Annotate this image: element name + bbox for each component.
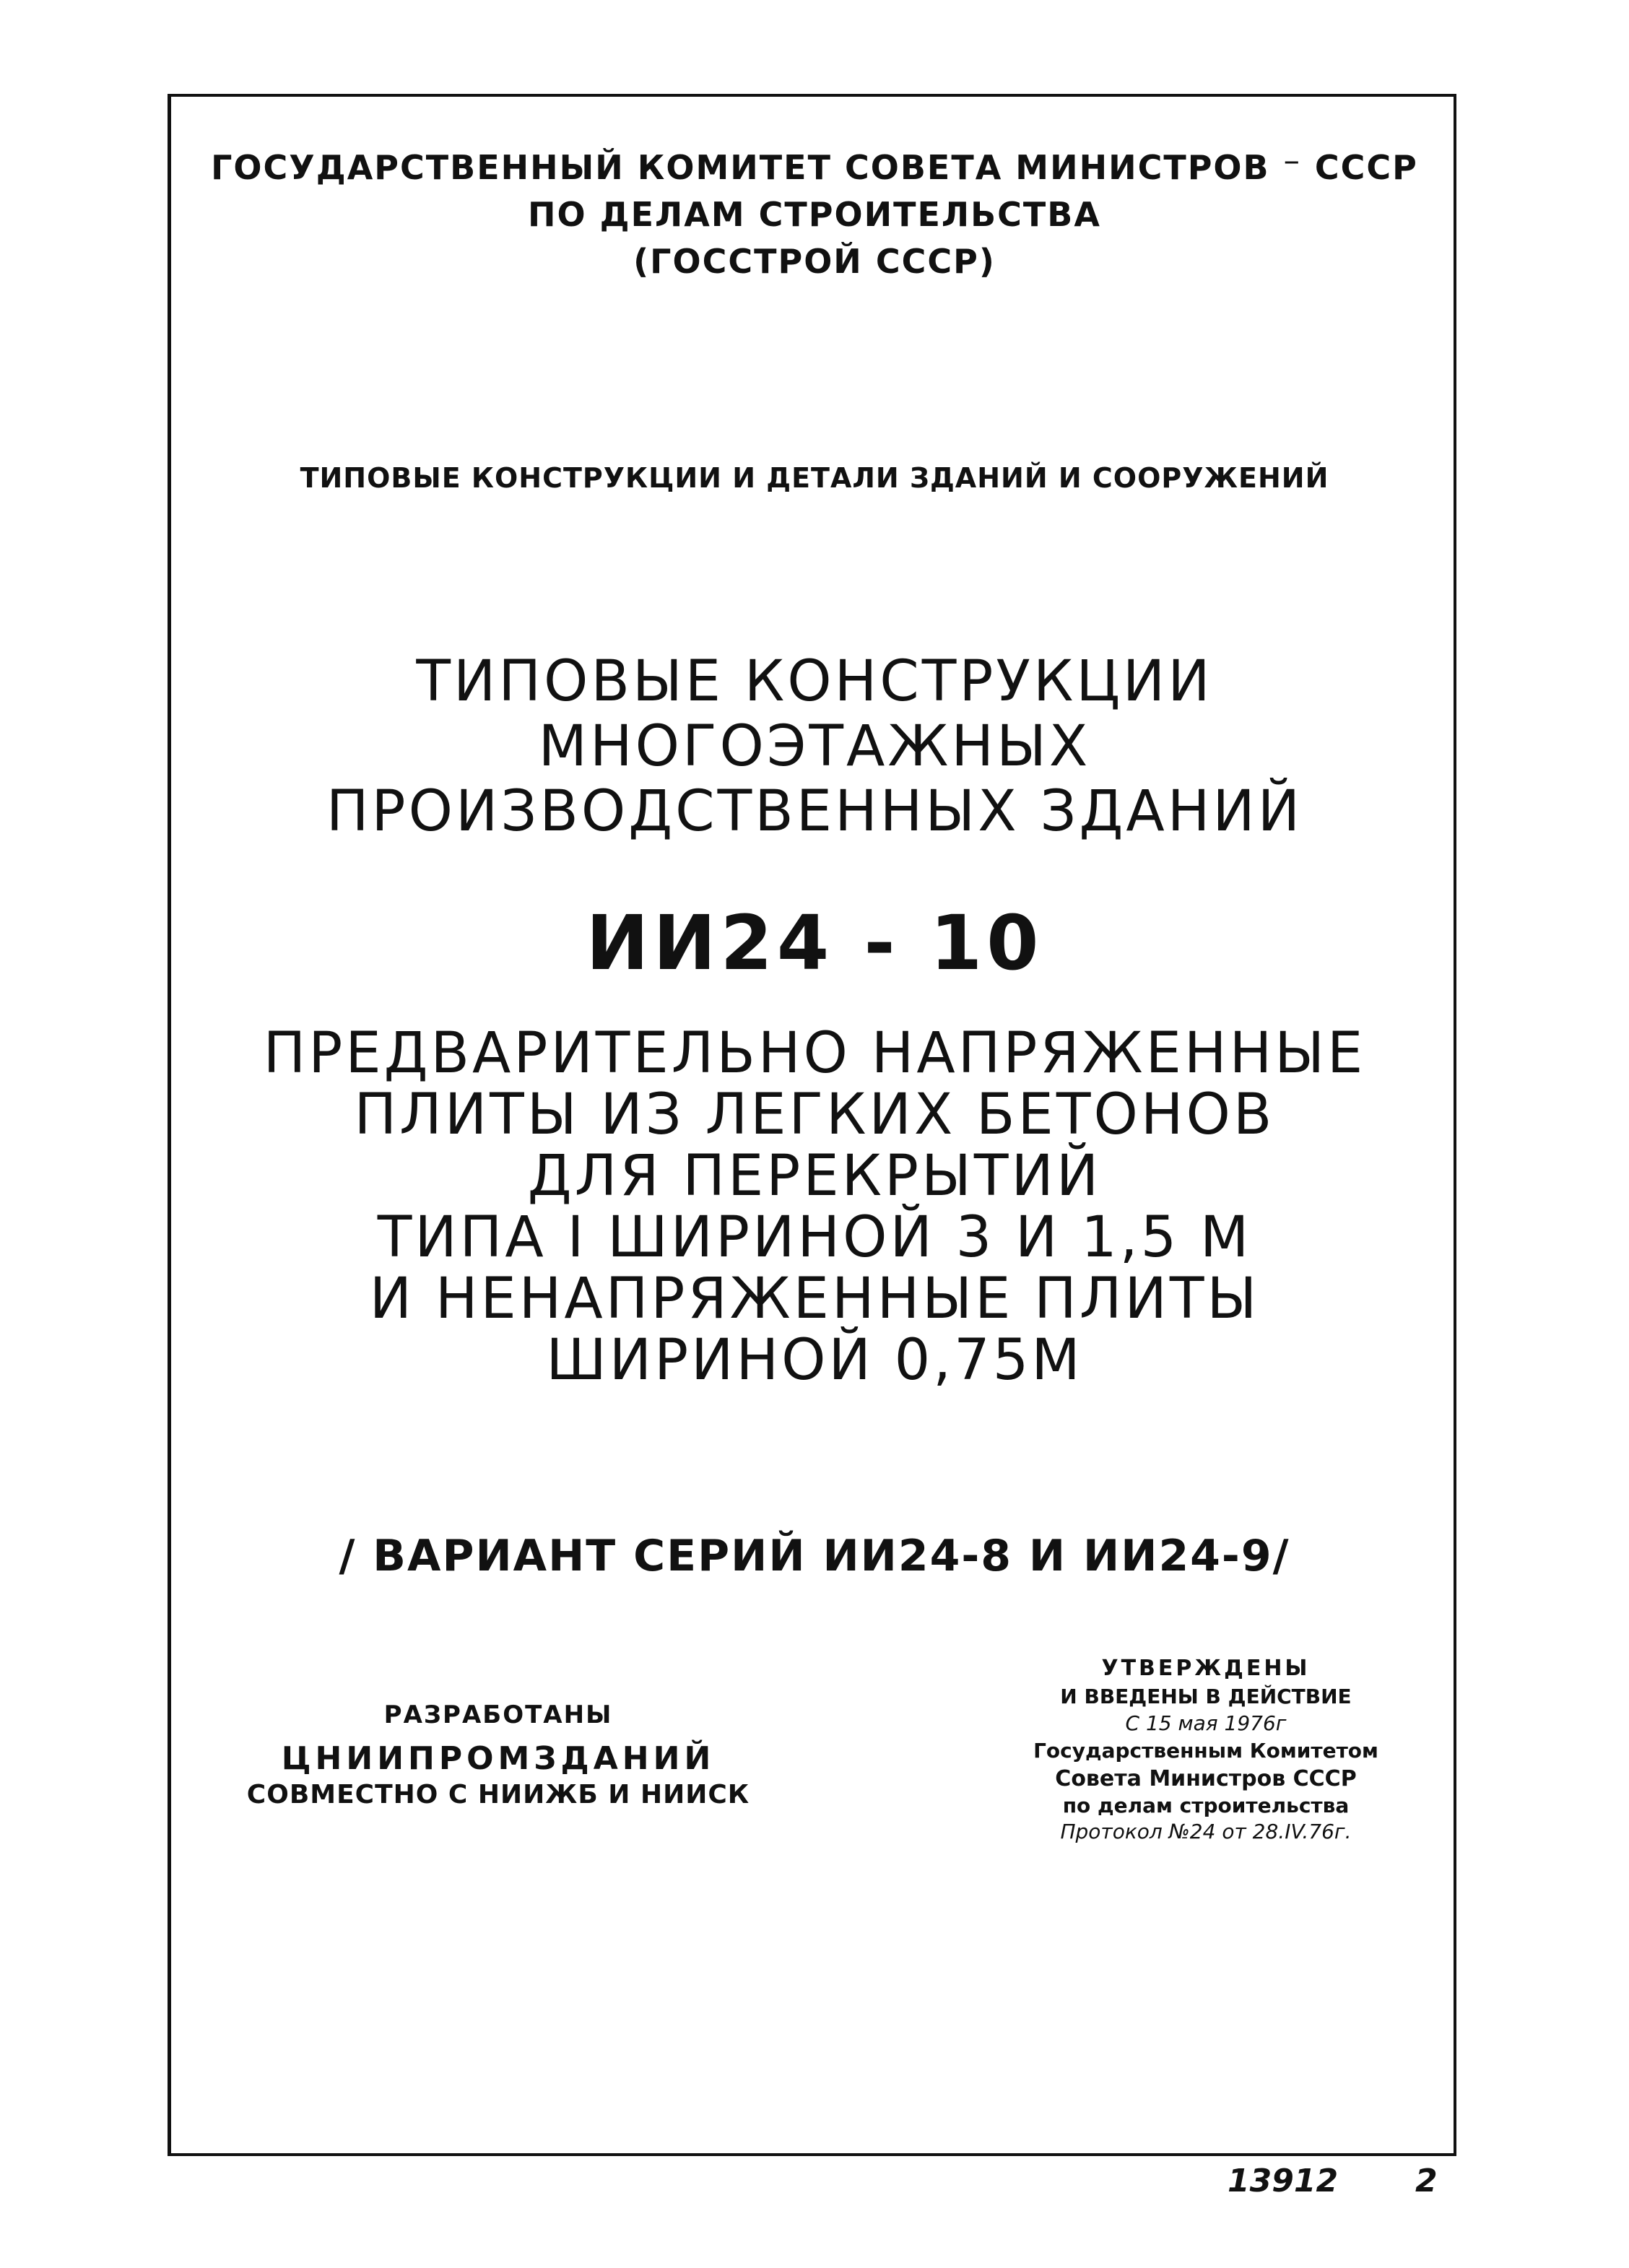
subtitle-line-1: ПРЕДВАРИТЕЛЬНО НАПРЯЖЕННЫЕ bbox=[263, 1021, 1366, 1086]
approved-line-1: УТВЕРЖДЕНЫ bbox=[1101, 1656, 1311, 1681]
approved-date bbox=[975, 1713, 1437, 1734]
subtitle-line-5: И НЕНАПРЯЖЕННЫЕ ПЛИТЫ bbox=[369, 1266, 1260, 1331]
variant-note: / ВАРИАНТ СЕРИЙ ИИ24-8 И ИИ24-9/ bbox=[339, 1531, 1290, 1581]
doc-number: 13912 bbox=[1228, 2163, 1339, 2199]
page-number: 2 bbox=[1415, 2163, 1438, 2199]
main-title-line-2: МНОГОЭТАЖНЫХ bbox=[538, 714, 1091, 779]
approved-date-text: С 15 мая 1976г bbox=[1125, 1711, 1287, 1735]
subtitle-line-3: ДЛЯ ПЕРЕКРЫТИЙ bbox=[527, 1144, 1102, 1209]
main-title-line-1: ТИПОВЫЕ КОНСТРУКЦИИ bbox=[416, 649, 1213, 714]
approved-protocol bbox=[975, 1821, 1437, 1842]
approved-line-5: Совета Министров СССР bbox=[1055, 1766, 1357, 1791]
approved-line-4: Государственным Комитетом bbox=[1033, 1739, 1378, 1763]
series-code: ИИ24 - 10 bbox=[586, 899, 1043, 987]
developer-org: ЦНИИПРОМЗДАНИЙ bbox=[281, 1740, 716, 1777]
subtitle-line-2: ПЛИТЫ ИЗ ЛЕГКИХ БЕТОНОВ bbox=[354, 1082, 1275, 1147]
header-line-2: ПО ДЕЛАМ СТРОИТЕЛЬСТВА bbox=[528, 195, 1101, 234]
developed-label: РАЗРАБОТАНЫ bbox=[383, 1700, 613, 1729]
subtitle-line-4: ТИПА I ШИРИНОЙ 3 И 1,5 М bbox=[377, 1205, 1252, 1270]
header-line-1: ГОСУДАРСТВЕННЫЙ КОМИТЕТ СОВЕТА МИНИСТРОВ ⁻ СССР bbox=[211, 148, 1418, 187]
main-title-line-3: ПРОИЗВОДСТВЕННЫХ ЗДАНИЙ bbox=[326, 779, 1303, 844]
approved-line-6: по делам строительства bbox=[1062, 1794, 1350, 1817]
approved-line-2: И ВВЕДЕНЫ В ДЕЙСТВИЕ bbox=[1060, 1685, 1352, 1708]
subtitle-line-6: ШИРИНОЙ 0,75М bbox=[546, 1328, 1083, 1393]
developer-partners: СОВМЕСТНО С НИИЖБ И НИИСК bbox=[246, 1780, 750, 1809]
approved-protocol-text: Протокол №24 от 28.IV.76г. bbox=[1060, 1820, 1352, 1843]
header-line-3: (ГОССТРОЙ СССР) bbox=[633, 242, 996, 281]
series-title: ТИПОВЫЕ КОНСТРУКЦИИ И ДЕТАЛИ ЗДАНИЙ И СООРУЖЕНИЙ bbox=[300, 462, 1329, 494]
